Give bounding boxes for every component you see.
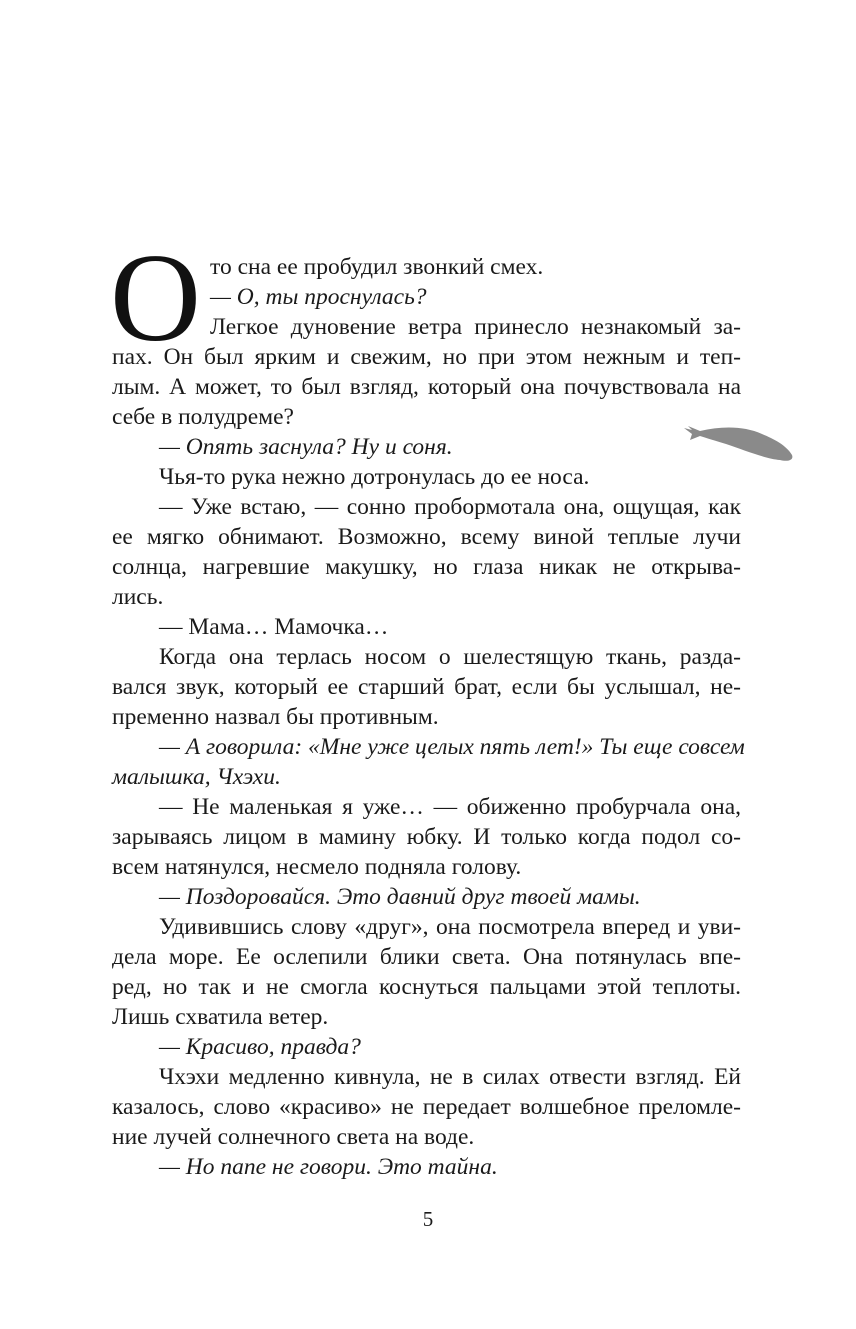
text-line: Лишь схватила ветер. (112, 1004, 329, 1030)
text-line: — Мама… Мамочка… (159, 614, 389, 640)
dialogue-line: — Но папе не говори. Это тайна. (159, 1154, 498, 1180)
text-line: казалось, слово «красиво» не передает волшебное преломле- (112, 1094, 741, 1120)
dialogue-line: — А говорила: «Мне уже целых пять лет!» Ты еще совсем (159, 734, 745, 760)
text-line: Легкое дуновение ветра принесло незнакомый за- (210, 314, 741, 340)
text-line: — Уже встаю, — сонно пробормотала она, ощущая, как (159, 494, 741, 520)
text-line: лись. (112, 584, 164, 610)
text-line: Чья-то рука нежно дотронулась до ее носа. (159, 464, 590, 490)
dialogue-line: — О, ты проснулась? (210, 284, 427, 310)
dialogue-line: — Поздоровайся. Это давний друг твоей мамы. (159, 884, 641, 910)
dialogue-line: малышка, Чхэхи. (112, 764, 281, 790)
text-line: Чхэхи медленно кивнула, не в силах отвести взгляд. Ей (159, 1064, 741, 1090)
text-line: ее мягко обнимают. Возможно, всему виной теплые лучи (112, 524, 741, 550)
text-line: Когда она терлась носом о шелестящую ткань, разда- (159, 644, 741, 670)
text-line: лым. А может, то был взгляд, который она почувствовала на (112, 374, 741, 400)
text-line: — Не маленькая я уже… — обиженно пробурчала она, (159, 794, 741, 820)
text-line: себе в полудреме? (112, 404, 294, 430)
body-text (112, 252, 745, 1182)
text-line: то сна ее пробудил звонкий смех. (210, 254, 544, 280)
text-line: пах. Он был ярким и свежим, но при этом нежным и теп- (112, 344, 741, 370)
text-line: Удивившись слову «друг», она посмотрела вперед и уви- (159, 914, 741, 940)
text-line: пременно назвал бы противным. (112, 704, 439, 730)
drop-cap: О (110, 229, 201, 368)
text-line: солнца, нагревшие макушку, но глаза никак не открыва- (112, 554, 741, 580)
text-line: ние лучей солнечного света на воде. (112, 1124, 475, 1150)
fish-body (684, 426, 792, 461)
dialogue-line: — Опять заснула? Ну и соня. (159, 434, 453, 460)
text-line: ред, но так и не смогла коснуться пальцами этой теплоты. (112, 974, 741, 1000)
dialogue-line: — Красиво, правда? (159, 1034, 361, 1060)
text-line: вался звук, который ее старший брат, если бы услышал, не- (112, 674, 741, 700)
fish-icon (682, 414, 794, 466)
text-line: зарываясь лицом в мамину юбку. И только когда подол со- (112, 824, 741, 850)
text-line: дела море. Ее ослепили блики света. Она потянулась впе- (112, 944, 741, 970)
text-line: всем натянулся, несмело подняла голову. (112, 854, 522, 880)
page-number: 5 (422, 1207, 434, 1231)
